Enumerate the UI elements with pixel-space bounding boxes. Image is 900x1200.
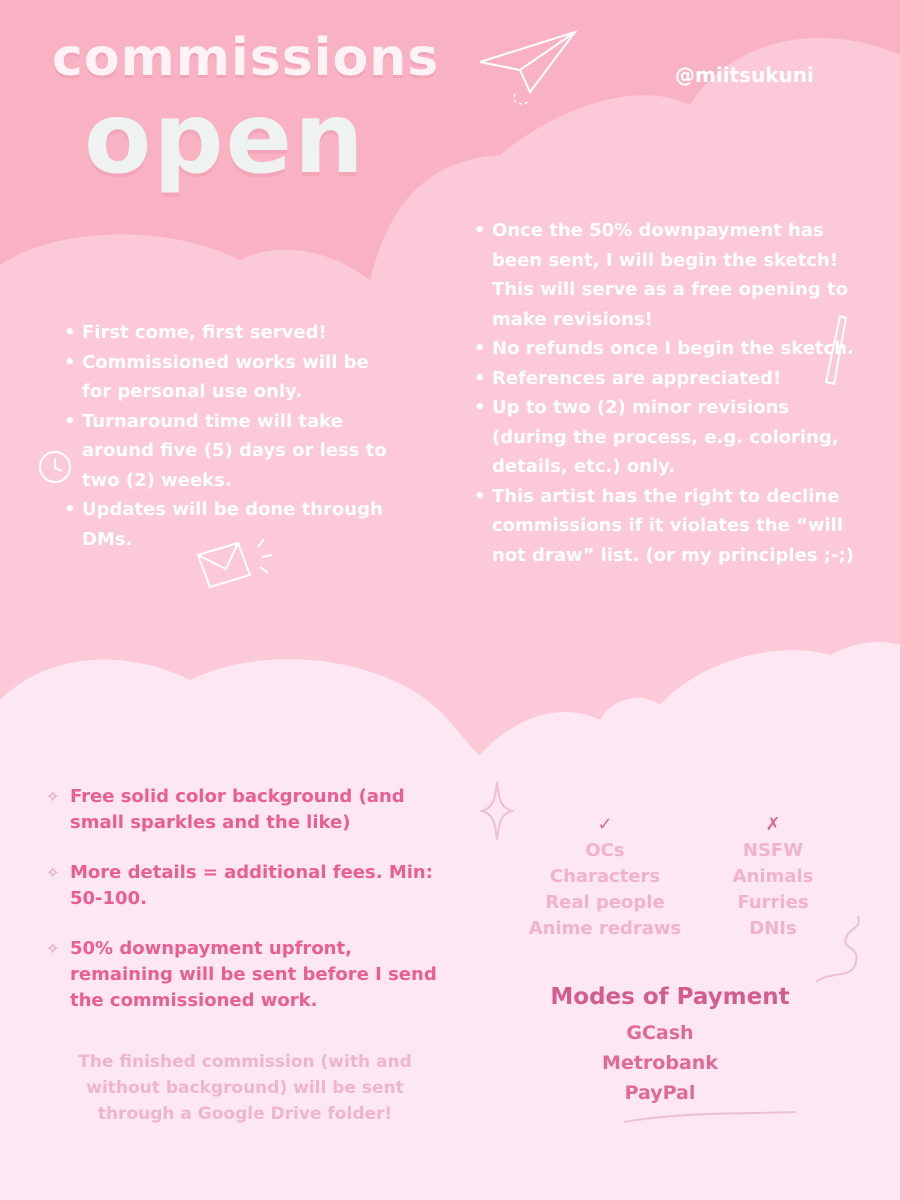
note-item [40, 936, 440, 1014]
rules-left-list [58, 318, 398, 554]
rules-right-list [468, 216, 858, 570]
will-draw-item: Anime redraws [528, 918, 682, 939]
will-draw-list [515, 812, 695, 942]
sparkle-icon [480, 780, 514, 842]
note-text: More details = additional fees. Min: 50-100. [70, 862, 433, 909]
notes-list [40, 784, 440, 1038]
rule-item: • Up to two (2) minor revisions (during the process, e.g. coloring, details, etc.) only. [468, 393, 858, 482]
will-not-draw-item: NSFW [742, 840, 804, 861]
underline-doodle [620, 1108, 800, 1128]
cross-icon: ✗ [765, 814, 781, 835]
will-draw-item: Real people [545, 892, 665, 913]
will-not-draw-list [718, 812, 828, 942]
sparkle-bullet-icon: ✧ [46, 863, 60, 882]
paper-plane-icon [470, 22, 590, 112]
will-not-draw-item: Animals [732, 866, 814, 887]
rule-item: • Updates will be done through DMs. [58, 495, 398, 554]
sparkle-bullet-icon: ✧ [46, 939, 60, 958]
rule-item: • First come, first served! [58, 318, 398, 348]
payment-method: Metrobank [602, 1052, 718, 1074]
payment-method: GCash [626, 1022, 694, 1044]
rule-item: • Commissioned works will be for personal use only. [58, 348, 398, 407]
note-item [40, 784, 440, 836]
rule-item: • Turnaround time will take around five (5) days or less to two (2) weeks. [58, 407, 398, 496]
delivery-note: The finished commission (with and without background) will be sent through a Google Drive folder! [78, 1052, 412, 1124]
payment-methods [570, 1018, 750, 1108]
will-not-draw-item: Furries [737, 892, 809, 913]
will-draw-item: Characters [549, 866, 661, 887]
title-commissions: commissions [52, 28, 440, 88]
sparkle-bullet-icon: ✧ [46, 787, 60, 806]
rule-item: • References are appreciated! [468, 364, 858, 394]
payment-title: Modes of Payment [550, 984, 790, 1010]
artist-handle[interactable]: @miitsukuni [675, 63, 814, 87]
rule-item: • No refunds once I begin the sketch. [468, 334, 858, 364]
will-draw-item: OCs [585, 840, 625, 861]
check-icon: ✓ [597, 814, 613, 835]
note-text: 50% downpayment upfront, remaining will be sent before I send the commissioned work. [70, 938, 437, 1011]
payment-method: PayPal [624, 1082, 696, 1104]
rule-item: • This artist has the right to decline commissions if it violates the “will not draw” list. (or my principles ;-;) [468, 482, 858, 571]
note-text: Free solid color background (and small sparkles and the like) [70, 786, 405, 833]
rule-item: • Once the 50% downpayment has been sent, I will begin the sketch! This will serve as a free opening to make revisions! [468, 216, 858, 334]
note-item [40, 860, 440, 912]
will-not-draw-item: DNIs [749, 918, 797, 939]
title-open: open [84, 82, 366, 196]
